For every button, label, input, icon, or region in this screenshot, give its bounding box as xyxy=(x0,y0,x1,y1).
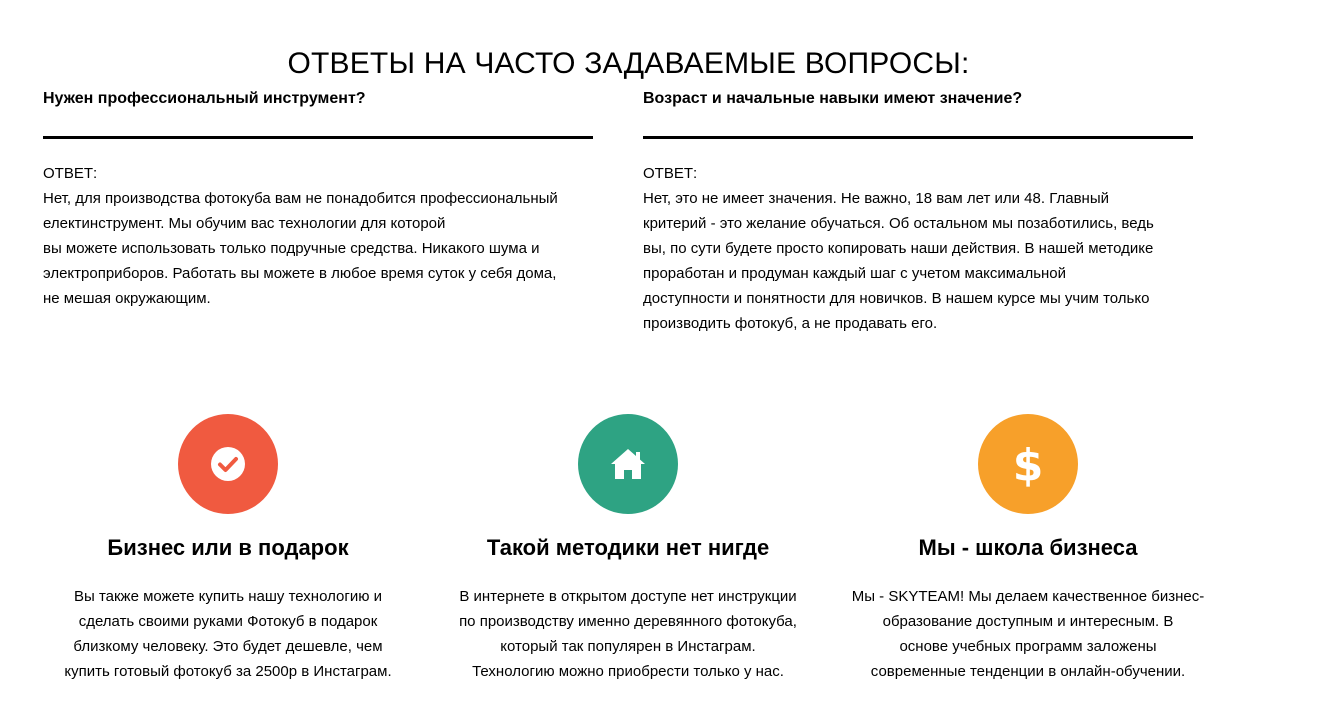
faq-question: Нужен профессиональный инструмент? xyxy=(43,90,366,107)
faq-answer-line: Нет, для производства фотокуба вам не понадобится профессиональный xyxy=(43,190,558,207)
faq-item-tools xyxy=(43,88,595,311)
faq-answer-line: доступности и понятности для новичков. В нашем курсе мы учим только xyxy=(643,290,1150,307)
feature-text-line: сделать своими руками Фотокуб в подарок xyxy=(78,613,378,630)
feature-text xyxy=(828,584,1228,684)
faq-answer-text xyxy=(643,186,1195,336)
svg-text:$: $ xyxy=(1012,440,1044,489)
feature-title: Такой методики нет нигде xyxy=(486,535,770,560)
feature-text-line: современные тенденции в онлайн-обучении. xyxy=(870,663,1186,680)
feature-unique-method xyxy=(428,414,828,684)
feature-text-line: который так популярен в Инстаграм. xyxy=(500,638,756,655)
faq-answer-label: ОТВЕТ: xyxy=(43,165,98,182)
faq-answer-line: проработан и продуман каждый шаг с учетом максимальной xyxy=(643,265,1067,282)
feature-icon-circle xyxy=(978,414,1078,514)
feature-text-line: Мы - SKYTEAM! Мы делаем качественное бизнес- xyxy=(851,588,1205,605)
feature-text xyxy=(428,584,828,684)
feature-text-line: В интернете в открытом доступе нет инструкции xyxy=(459,588,797,605)
faq-answer-line: вы, по сути будете просто копировать наши действия. В нашей методике xyxy=(643,240,1154,257)
feature-text-line: купить готовый фотокуб за 2500р в Инстаграм. xyxy=(64,663,392,680)
dollar-icon xyxy=(1008,439,1048,489)
feature-text-line: образование доступным и интересным. В xyxy=(882,613,1174,630)
check-circle-icon xyxy=(210,446,246,482)
faq-answer-line: Нет, это не имеет значения. Не важно, 18 вам лет или 48. Главный xyxy=(643,190,1109,207)
faq-divider xyxy=(43,136,593,139)
home-icon xyxy=(609,447,647,481)
feature-text-line: близкому человеку. Это будет дешевле, чем xyxy=(73,638,383,655)
faq-answer-label: ОТВЕТ: xyxy=(643,165,698,182)
page-title: ОТВЕТЫ НА ЧАСТО ЗАДАВАЕМЫЕ ВОПРОСЫ: xyxy=(287,47,970,81)
faq-answer-line: електинструмент. Мы обучим вас технологии для которой xyxy=(43,215,446,232)
faq-divider xyxy=(643,136,1193,139)
feature-text-line: Технологию можно приобрести только у нас. xyxy=(472,663,784,680)
feature-gift xyxy=(28,414,428,684)
feature-text-line: по производству именно деревянного фотокуба, xyxy=(459,613,797,630)
faq-item-age xyxy=(643,88,1195,336)
feature-text-line: Вы также можете купить нашу технологию и xyxy=(73,588,382,605)
feature-text xyxy=(28,584,428,684)
faq-answer-line: вы можете использовать только подручные средства. Никакого шума и xyxy=(43,240,540,257)
feature-icon-circle xyxy=(578,414,678,514)
faq-answer-line: электроприборов. Работать вы можете в любое время суток у себя дома, xyxy=(43,265,557,282)
faq-answer-line: критерий - это желание обучаться. Об остальном мы позаботились, ведь xyxy=(643,215,1154,232)
faq-answer-line: производить фотокуб, а не продавать его. xyxy=(643,315,938,332)
feature-business-school xyxy=(828,414,1228,684)
feature-title: Мы - школа бизнеса xyxy=(918,535,1138,560)
feature-icon-circle xyxy=(178,414,278,514)
feature-text-line: основе учебных программ заложены xyxy=(899,638,1157,655)
faq-question: Возраст и начальные навыки имеют значение? xyxy=(643,90,1023,107)
faq-answer-text xyxy=(43,186,595,311)
feature-title: Бизнес или в подарок xyxy=(107,535,349,560)
faq-answer-line: не мешая окружающим. xyxy=(43,290,211,307)
